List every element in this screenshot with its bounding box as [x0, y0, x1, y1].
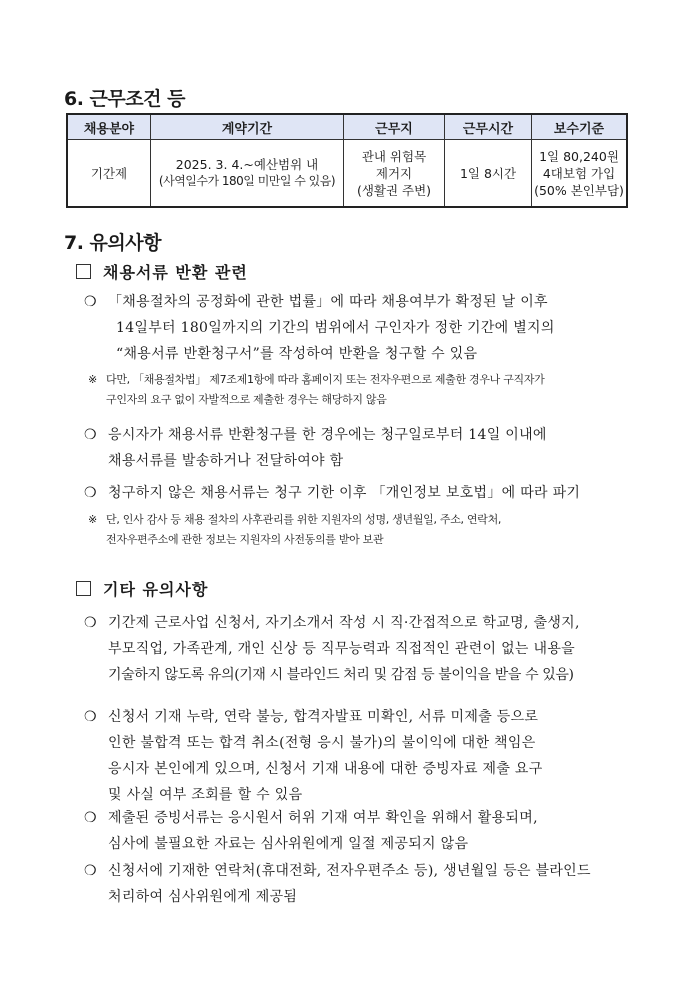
- note-line: 전자우편주소에 관한 정보는 지원자의 사전동의를 받아 보관: [106, 533, 384, 546]
- list-item: [84, 289, 644, 367]
- reference-mark-icon: ※: [88, 373, 97, 386]
- pay-line: (50% 본인부담): [534, 182, 624, 198]
- header-pay: 보수기준: [532, 114, 628, 140]
- list-item: [84, 805, 644, 857]
- checkbox-square-icon: [76, 581, 91, 596]
- note-item: [88, 510, 648, 550]
- item-line: 청구하지 않은 채용서류는 청구 기한 이후 「개인정보 보호법」에 따라 파기: [108, 485, 581, 501]
- circle-bullet-icon: ❍: [84, 615, 97, 631]
- list-item: [84, 610, 644, 688]
- table-row: [67, 140, 627, 208]
- item-line: 및 사실 여부 조회를 할 수 있음: [108, 787, 303, 803]
- note-line: 다만, 「채용절차법」 제7조제1항에 따라 홈페이지 또는 전자우편으로 제출한 경우나 구직자가: [106, 373, 545, 386]
- location-line: 제거지: [375, 165, 413, 181]
- item-line: 심사에 불필요한 자료는 심사위원에게 일절 제공되지 않음: [108, 836, 469, 852]
- item-line: 채용서류를 발송하거나 전달하여야 함: [108, 453, 344, 469]
- item-line: 기간제 근로사업 신청서, 자기소개서 작성 시 직·간접적으로 학교명, 출생지,: [108, 615, 580, 631]
- work-conditions-table: [66, 113, 628, 208]
- subsection-other-notes: [76, 577, 208, 600]
- item-line: 제출된 증빙서류는 응시원서 허위 기재 여부 확인을 위해서 활용되며,: [108, 810, 538, 826]
- list-item: [84, 422, 644, 474]
- period-note: (사역일수가 180일 미만일 수 있음): [158, 174, 336, 188]
- header-field: 채용분야: [67, 114, 151, 140]
- item-line: 기술하지 않도록 유의(기재 시 블라인드 처리 및 감점 등 불이익을 받을 수 있음): [108, 667, 574, 683]
- header-hours: 근무시간: [445, 114, 532, 140]
- list-item: [84, 858, 644, 910]
- header-period: 계약기간: [151, 114, 344, 140]
- checkbox-square-icon: [76, 264, 91, 279]
- note-line: 단, 인사 감사 등 채용 절차의 사후관리를 위한 지원자의 성명, 생년월일, 주소, 연락처,: [106, 513, 502, 526]
- circle-bullet-icon: ❍: [84, 427, 97, 443]
- pay-line: 1일 80,240원: [539, 148, 619, 164]
- item-line: 「채용절차의 공정화에 관한 법률」에 따라 채용여부가 확정된 날 이후: [108, 294, 548, 310]
- cell-hours: 1일 8시간: [445, 140, 532, 208]
- section-6-title: 6. 근무조건 등: [64, 88, 185, 110]
- list-item: [84, 704, 644, 808]
- subsection-document-return: [76, 260, 248, 283]
- header-location: 근무지: [344, 114, 445, 140]
- circle-bullet-icon: ❍: [84, 294, 97, 310]
- item-line: 14일부터 180일까지의 기간의 범위에서 구인자가 정한 기간에 별지의: [116, 320, 555, 336]
- circle-bullet-icon: ❍: [84, 863, 97, 879]
- item-line: “채용서류 반환청구서”를 작성하여 반환을 청구할 수 있음: [116, 346, 478, 362]
- circle-bullet-icon: ❍: [84, 810, 97, 826]
- location-line: 관내 위험목: [361, 148, 427, 164]
- section-7-title: 7. 유의사항: [64, 232, 161, 254]
- circle-bullet-icon: ❍: [84, 709, 97, 725]
- item-line: 응시자 본인에게 있으며, 신청서 기재 내용에 대한 증빙자료 제출 요구: [108, 761, 543, 777]
- note-line: 구인자의 요구 없이 자발적으로 제출한 경우는 해당하지 않음: [106, 393, 387, 406]
- item-line: 신청서 기재 누락, 연락 불능, 합격자발표 미확인, 서류 미제출 등으로: [108, 709, 539, 725]
- cell-pay: [532, 140, 628, 208]
- cell-location: [344, 140, 445, 208]
- item-line: 처리하여 심사위원에게 제공됨: [108, 889, 298, 905]
- item-line: 신청서에 기재한 연락처(휴대전화, 전자우편주소 등), 생년월일 등은 블라인드: [108, 863, 591, 879]
- subsection-title: 채용서류 반환 관련: [103, 263, 248, 282]
- reference-mark-icon: ※: [88, 513, 97, 526]
- cell-period: [151, 140, 344, 208]
- cell-field: 기간제: [67, 140, 151, 208]
- pay-line: 4대보험 가입: [542, 165, 616, 181]
- period-line: 2025. 3. 4.~예산범위 내: [175, 157, 319, 172]
- item-line: 응시자가 채용서류 반환청구를 한 경우에는 청구일로부터 14일 이내에: [108, 427, 547, 443]
- list-item: [84, 480, 644, 506]
- item-line: 인한 불합격 또는 합격 취소(전형 응시 불가)의 불이익에 대한 책임은: [108, 735, 536, 751]
- circle-bullet-icon: ❍: [84, 485, 97, 501]
- note-item: [88, 370, 648, 410]
- location-line: (생활권 주변): [356, 182, 432, 198]
- item-line: 부모직업, 가족관계, 개인 신상 등 직무능력과 직접적인 관련이 없는 내용을: [108, 641, 575, 657]
- subsection-title: 기타 유의사항: [103, 580, 209, 599]
- table-header-row: [67, 114, 627, 140]
